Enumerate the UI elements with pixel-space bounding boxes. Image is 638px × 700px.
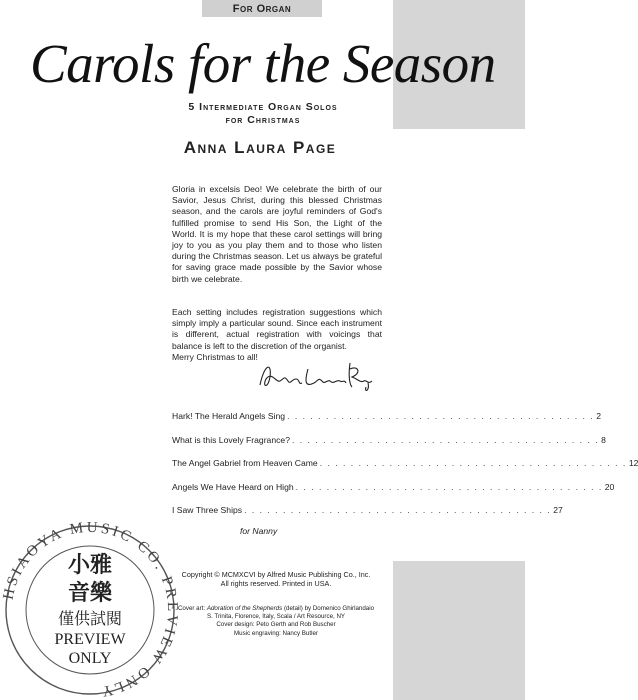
- toc-title: What is this Lovely Fragrance?: [172, 434, 290, 445]
- table-of-contents: [172, 411, 638, 529]
- stamp-only: ONLY: [68, 650, 112, 667]
- page-title: Carols for the Season: [30, 33, 496, 94]
- toc-leader: . . . . . . . . . . . . . . . . . . . . . . . . . . . . . . . . . . . . . . . .: [244, 505, 552, 515]
- toc-leader: . . . . . . . . . . . . . . . . . . . . . . . . . . . . . . . . . . . . . . . .: [319, 458, 627, 468]
- stamp-preview: PREVIEW: [54, 631, 126, 648]
- cover-art-location: S. Trinita, Florence, Italy, Scala / Art Resource, NY: [206, 613, 346, 621]
- toc-page: 8: [601, 434, 606, 445]
- decorative-band-bottom: [393, 561, 525, 700]
- subtitle: [148, 101, 378, 127]
- copyright-line-1: Copyright © MCMXCVI by Alfred Music Publishing Co., Inc.: [181, 570, 371, 579]
- credits: [166, 605, 386, 638]
- signature-graphic: [256, 357, 376, 395]
- toc-row: [172, 458, 638, 482]
- cover-art-title: Adoration of the Shepherds: [206, 605, 283, 612]
- cover-design-credit: Cover design: Peto Gerth and Rob Buscher: [216, 621, 336, 629]
- cover-art-suffix: (detail) by Domenico Ghirlandaio: [283, 605, 375, 612]
- subtitle-line-2: for Christmas: [225, 114, 301, 126]
- stamp-chinese-line-1: 小雅: [67, 553, 113, 578]
- toc-title: I Saw Three Ships: [172, 505, 243, 515]
- stamp-chinese-line-3: 僅供試閱: [57, 609, 123, 628]
- intro-paragraph-1: Gloria in excelsis Deo! We celebrate the birth of our Savior, Jesus Christ, during this blessed Christmas season, and the carols are joyful reminders of God's fulfilled promise to send His Son, the Light of the World. It is my hope that these carol settings will bring joy to you as you play them and to those who listen during the Christmas season. Let us always be grateful for saving grace made possible by the Savior whose birth we celebrate.: [172, 184, 382, 284]
- composer-name: Anna Laura Page: [183, 138, 337, 157]
- toc-page: 20: [604, 481, 615, 492]
- copyright-notice: [166, 570, 386, 588]
- engraving-credit: Music engraving: Nancy Butler: [234, 629, 318, 637]
- toc-title: Angels We Have Heard on High: [172, 481, 294, 492]
- signature: [256, 357, 376, 395]
- toc-leader: . . . . . . . . . . . . . . . . . . . . . . . . . . . . . . . . . . . . . . . .: [295, 481, 603, 492]
- instrument-label: For Organ: [202, 0, 322, 17]
- toc-page: 27: [553, 505, 563, 515]
- stamp-chinese-line-2: 音樂: [67, 581, 113, 606]
- intro-paragraph-2-block: [172, 307, 382, 363]
- intro-paragraph-2: Each setting includes registration suggestions which simply imply a particular sound. Since each instrument is different, actual registration with voicings that balance is left to the discretion of the organist.: [172, 307, 382, 351]
- toc-row: [172, 505, 563, 529]
- cover-art-credit: [166, 605, 386, 613]
- toc-row: [172, 481, 615, 506]
- subtitle-line-1: 5 Intermediate Organ Solos: [188, 101, 338, 113]
- closing-line: Merry Christmas to all!: [172, 351, 258, 362]
- toc-leader: . . . . . . . . . . . . . . . . . . . . . . . . . . . . . . . . . . . . . . . .: [291, 434, 600, 445]
- toc-row: [172, 411, 601, 435]
- preview-watermark-stamp: [0, 520, 180, 700]
- stamp-ring-text: HSIAOYA MUSIC CO. PREVIEW ONLY: [0, 520, 180, 700]
- toc-title: The Angel Gabriel from Heaven Came: [172, 458, 318, 468]
- copyright-line-2: All rights reserved. Printed in USA.: [220, 579, 332, 589]
- toc-leader: . . . . . . . . . . . . . . . . . . . . . . . . . . . . . . . . . . . . . . . .: [287, 411, 595, 421]
- signature-text: Anna Laura Page: [256, 357, 264, 358]
- toc-row: [172, 434, 606, 459]
- cover-art-prefix: Cover art:: [177, 605, 206, 612]
- toc-page: 2: [596, 411, 601, 421]
- toc-page: 12: [628, 458, 638, 468]
- dedication: for Nanny: [240, 526, 278, 536]
- toc-title: Hark! The Herald Angels Sing: [172, 411, 286, 421]
